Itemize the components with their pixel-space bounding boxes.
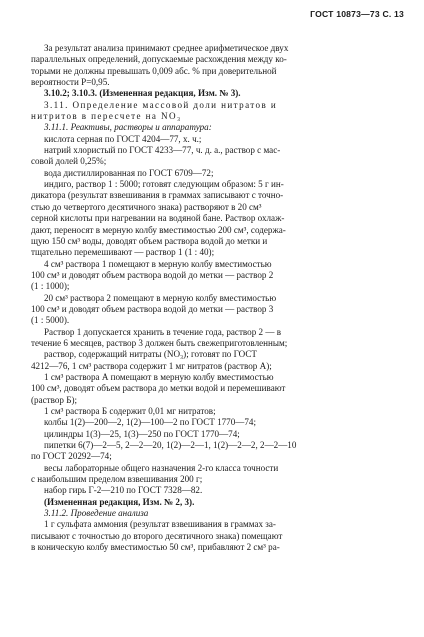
text-line: 3.11.1. Реактивы, растворы и аппаратура: xyxy=(44,122,212,133)
text-line: весы лабораторные общего назначения 2-го класса точности xyxy=(44,462,279,473)
text-line: 4212—76, 1 см³ раствора содержит 1 мг нитратов (раствор А); xyxy=(31,360,272,371)
text-line: пипетки 6(7)—2—5, 2—2—20, 1(2)—2—1, 1(2)—2—2, 2—2—10 xyxy=(44,440,297,451)
text-line: дикатора (результат взвешивания в граммах записывают с точно- xyxy=(31,190,284,201)
text-line: 3.10.2; 3.10.3. (Измененная редакция, Изм. № 3). xyxy=(44,88,241,99)
text-line: натрий хлористый по ГОСТ 4233—77, ч. д. а., раствор с мас- xyxy=(44,145,281,156)
text-line: щую 150 см³ воды, доводят объем раствора водой до метки и xyxy=(31,235,268,246)
text-line: набор гирь Г-2—210 по ГОСТ 7328—82. xyxy=(44,485,203,496)
text-line: колбы 1(2)—200—2, 1(2)—100—2 по ГОСТ 1770—74; xyxy=(44,417,256,428)
text-line: 3.11.2. Проведение анализа xyxy=(44,508,149,519)
running-header: ГОСТ 10873—73 С. 13 xyxy=(310,9,404,19)
text-line: 1 см³ раствора Б содержит 0,01 мг нитратов; xyxy=(44,406,216,416)
text-line: (Измененная редакция, Изм. № 2, 3). xyxy=(44,496,195,507)
text-line: вероятности P=0,95. xyxy=(31,77,110,88)
text-line: Раствор 1 допускается хранить в течение года, раствор 2 — в xyxy=(44,326,282,337)
text-line: 100 см³ и доводят объем раствора водой до метки — раствор 3 xyxy=(31,303,274,314)
text-line: параллельных определений, допускаемые расхождения между ко- xyxy=(31,54,287,65)
text-line: кислота серная по ГОСТ 4204—77, х. ч.; xyxy=(44,133,202,144)
text-line: цилиндры 1(3)—25, 1(3)—250 по ГОСТ 1770—74; xyxy=(44,428,240,439)
text-line: (1 : 5000). xyxy=(31,315,70,326)
text-line: 20 см³ раствора 2 помещают в мерную колбу вместимостью xyxy=(44,292,277,303)
text-line: с наибольшим пределом взвешивания 200 г; xyxy=(31,474,203,485)
text-line: 4 см³ раствора 1 помещают в мерную колбу вместимостью xyxy=(44,258,272,269)
text-line: раствор, содержащий нитраты (NO₃); готовят по ГОСТ xyxy=(44,349,257,360)
text-line: (1 : 1000); xyxy=(31,281,70,292)
text-line: вода дистиллированная по ГОСТ 6709—72; xyxy=(44,167,214,178)
document-body xyxy=(31,43,404,553)
text-line: по ГОСТ 20292—74; xyxy=(31,451,112,462)
text-line: 100 см³ и доводят объем раствора водой до метки — раствор 2 xyxy=(31,269,274,280)
text-line: 1 см³ раствора А помещают в мерную колбу вместимостью xyxy=(44,371,274,382)
text-line: стью до четвертого десятичного знака) растворяют в 20 см³ xyxy=(31,201,262,212)
text-line: (раствор Б); xyxy=(31,394,77,405)
text-line: в коническую колбу вместимостью 50 см³, прибавляют 2 см³ ра- xyxy=(31,542,280,553)
text-line: За результат анализа принимают среднее арифметическое двух xyxy=(44,43,289,53)
text-line: индиго, раствор 1 : 5000; готовят следующим образом: 5 г ин- xyxy=(44,179,284,190)
text-line: дают, переносят в мерную колбу вместимостью 200 см³, содержа- xyxy=(31,224,286,235)
text-line: писывают с точностью до второго десятичного знака) помещают xyxy=(31,530,283,541)
text-line: серной кислоты при нагревании на водяной бане. Раствор охлаж- xyxy=(31,213,285,224)
text-line: тщательно перемешивают — раствор 1 (1 : 40); xyxy=(31,247,215,258)
text-line: 100 см³, доводят объем раствора до метки водой и перемешивают xyxy=(31,383,286,394)
text-line: нитритов в пересчете на NO₃ xyxy=(31,111,182,122)
text-line: течение 6 месяцев, раствор 3 должен быть свежеприготовленным; xyxy=(31,337,288,348)
text-line: 1 г сульфата аммония (результат взвешивания в граммах за- xyxy=(44,519,276,530)
text-line: совой долей 0,25%; xyxy=(31,156,107,167)
text-line: 3.11. Определение массовой доли нитратов и xyxy=(44,99,278,110)
text-line: торыми не должны превышать 0,009 абс. % при доверительной xyxy=(31,65,277,76)
